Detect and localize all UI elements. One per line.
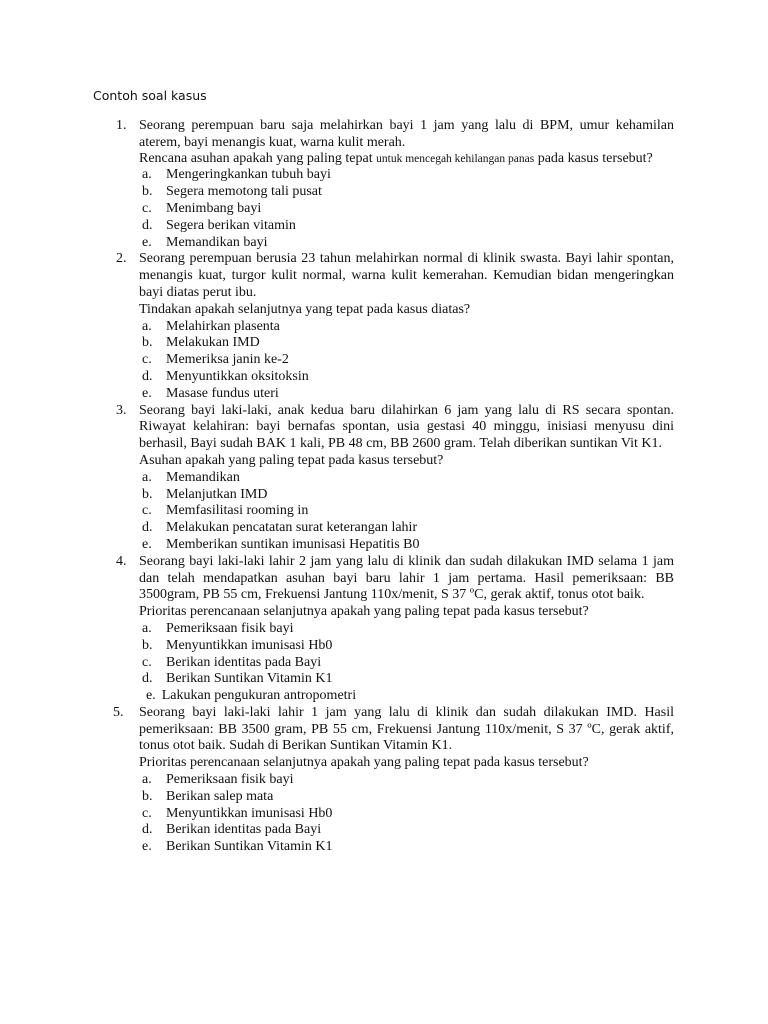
option-letter: b. bbox=[142, 486, 153, 502]
answer-option bbox=[139, 386, 674, 403]
answer-option bbox=[139, 184, 674, 201]
option-letter: c. bbox=[142, 352, 152, 368]
option-text: Melahirkan plasenta bbox=[166, 318, 280, 334]
option-letter: a. bbox=[142, 167, 152, 183]
question-number: 5. bbox=[113, 704, 124, 720]
option-letter: c. bbox=[142, 654, 152, 670]
option-text: Berikan identitas pada Bayi bbox=[166, 822, 322, 838]
option-text: Melakukan IMD bbox=[166, 335, 260, 351]
answer-option bbox=[139, 806, 674, 823]
answer-option bbox=[139, 655, 674, 672]
question-stem: Seorang bayi laki-laki, anak kedua baru dilahirkan 6 jam yang lalu di RS secara spontan. Riwayat kelahiran: bayi bernafas spontan, usia gestasi 40 minggu, inisiasi menyusu dini berhasil, Bayi sudah BAK 1 kali, PB 48 cm, BB 2600 gram. Telah diberikan suntikan Vit K1. bbox=[139, 402, 674, 452]
option-letter: b. bbox=[142, 637, 153, 653]
option-letter: e. bbox=[142, 839, 152, 855]
answer-option bbox=[139, 671, 674, 688]
option-letter: b. bbox=[142, 335, 153, 351]
question-prompt bbox=[139, 151, 674, 168]
answer-option bbox=[139, 352, 674, 369]
option-text: Masase fundus uteri bbox=[166, 385, 279, 401]
answer-option bbox=[139, 638, 674, 655]
answer-options bbox=[139, 470, 674, 554]
option-text: Memberikan suntikan imunisasi Hepatitis B0 bbox=[166, 536, 420, 552]
option-text: Menimbang bayi bbox=[166, 200, 262, 216]
question-prompt: Asuhan apakah yang paling tepat pada kasus tersebut? bbox=[139, 452, 444, 468]
question-stem: Seorang bayi laki-laki lahir 1 jam yang lalu di klinik dan sudah dilakukan IMD. Hasil pemeriksaan: BB 3500 gram, PB 55 cm, Frekuensi Jantung 110x/menit, S 37 ºC, gerak aktif, tonus otot baik. Sudah di Berikan Suntikan Vitamin K1. bbox=[139, 704, 674, 754]
answer-options bbox=[139, 772, 674, 856]
option-text: Segera memotong tali pusat bbox=[166, 184, 322, 200]
question-number: 4. bbox=[116, 553, 127, 569]
option-letter: a. bbox=[142, 772, 152, 788]
question-prompt-part: Rencana asuhan apakah yang paling tepat bbox=[139, 150, 377, 166]
answer-options bbox=[139, 167, 674, 251]
option-text: Berikan Suntikan Vitamin K1 bbox=[166, 671, 333, 687]
answer-option bbox=[139, 201, 674, 218]
question-prompt: Tindakan apakah selanjutnya yang tepat pada kasus diatas? bbox=[139, 301, 471, 317]
question-3 bbox=[0, 403, 768, 554]
answer-options bbox=[139, 319, 674, 403]
option-text: Memandikan bbox=[166, 469, 240, 485]
option-text: Melakukan pencatatan surat keterangan lahir bbox=[166, 520, 418, 536]
answer-option bbox=[139, 319, 674, 336]
question-stem: Seorang perempuan berusia 23 tahun melahirkan normal di klinik swasta. Bayi lahir spontan, menangis kuat, turgor kulit normal, warna kulit kemerahan. Kemudian bidan mengeringkan bayi diatas perut ibu. bbox=[139, 251, 674, 300]
question-prompt: Prioritas perencanaan selanjutnya apakah yang paling tepat pada kasus tersebut? bbox=[139, 604, 589, 620]
option-text: Melanjutkan IMD bbox=[166, 486, 268, 502]
option-letter: e. bbox=[146, 688, 156, 704]
option-text: Memandikan bayi bbox=[166, 234, 268, 250]
question-stem: Seorang perempuan baru saja melahirkan bayi 1 jam yang lalu di BPM, umur kehamilan aterem, bayi menangis kuat, warna kulit merah. bbox=[139, 118, 674, 150]
answer-option bbox=[139, 218, 674, 235]
answer-option bbox=[139, 537, 674, 554]
option-letter: b. bbox=[142, 788, 153, 804]
option-text: Berikan identitas pada Bayi bbox=[166, 654, 322, 670]
question-number: 3. bbox=[116, 402, 127, 418]
document-title: Contoh soal kasus bbox=[93, 88, 207, 103]
question-number: 1. bbox=[116, 118, 127, 133]
option-text: Memeriksa janin ke-2 bbox=[166, 352, 289, 368]
question-2 bbox=[0, 251, 768, 402]
question-number: 2. bbox=[116, 251, 127, 267]
question-prompt-small-part: untuk mencegah kehilangan panas bbox=[376, 152, 535, 165]
option-text: Menyuntikkan imunisasi Hb0 bbox=[166, 637, 333, 653]
question-1 bbox=[0, 118, 768, 251]
option-letter: a. bbox=[142, 620, 152, 636]
option-text: Menyuntikkan imunisasi Hb0 bbox=[166, 805, 333, 821]
answer-options bbox=[139, 621, 674, 705]
option-letter: e. bbox=[142, 234, 152, 250]
option-letter: d. bbox=[142, 368, 153, 384]
option-text: Memfasilitasi rooming in bbox=[166, 503, 309, 519]
option-letter: a. bbox=[142, 318, 152, 334]
option-letter: e. bbox=[142, 536, 152, 552]
question-prompt: Prioritas perencanaan selanjutnya apakah yang paling tepat pada kasus tersebut? bbox=[139, 755, 589, 771]
answer-option bbox=[139, 235, 674, 252]
question-list bbox=[0, 118, 768, 856]
option-text: Lakukan pengukuran antropometri bbox=[161, 688, 357, 704]
option-text: Pemeriksaan fisik bayi bbox=[166, 772, 294, 788]
option-text: Berikan salep mata bbox=[166, 788, 274, 804]
answer-option bbox=[139, 520, 674, 537]
option-text: Segera berikan vitamin bbox=[166, 217, 296, 233]
answer-option bbox=[139, 487, 674, 504]
option-letter: d. bbox=[142, 671, 153, 687]
answer-option bbox=[139, 772, 674, 789]
answer-option bbox=[139, 369, 674, 386]
option-text: Berikan Suntikan Vitamin K1 bbox=[166, 839, 333, 855]
option-letter: a. bbox=[142, 469, 152, 485]
option-text: Menyuntikkan oksitoksin bbox=[166, 368, 309, 384]
option-text: Pemeriksaan fisik bayi bbox=[166, 620, 294, 636]
option-letter: d. bbox=[142, 520, 153, 536]
answer-option bbox=[139, 167, 674, 184]
option-letter: e. bbox=[142, 385, 152, 401]
question-4 bbox=[0, 554, 768, 705]
answer-option bbox=[139, 822, 674, 839]
answer-option bbox=[139, 470, 674, 487]
option-letter: c. bbox=[142, 503, 152, 519]
option-letter: c. bbox=[142, 805, 152, 821]
option-text: Mengeringkankan tubuh bayi bbox=[166, 167, 331, 183]
answer-option bbox=[139, 335, 674, 352]
answer-option bbox=[139, 789, 674, 806]
question-5 bbox=[0, 705, 768, 856]
option-letter: d. bbox=[142, 217, 153, 233]
answer-option bbox=[139, 839, 674, 856]
answer-option bbox=[139, 503, 674, 520]
option-letter: b. bbox=[142, 184, 153, 200]
question-prompt-part: pada kasus tersebut? bbox=[534, 150, 653, 166]
answer-option bbox=[139, 621, 674, 638]
option-letter: d. bbox=[142, 822, 153, 838]
answer-option bbox=[139, 688, 674, 705]
option-letter: c. bbox=[142, 200, 152, 216]
question-stem: Seorang bayi laki-laki lahir 2 jam yang lalu di klinik dan sudah dilakukan IMD selama 1 jam dan telah mendapatkan asuhan bayi baru lahir 1 jam pertama. Hasil pemeriksaan: BB 3500gram, PB 55 cm, Frekuensi Jantung 110x/menit, S 37 ºC, gerak aktif, tonus otot baik. bbox=[139, 553, 674, 603]
